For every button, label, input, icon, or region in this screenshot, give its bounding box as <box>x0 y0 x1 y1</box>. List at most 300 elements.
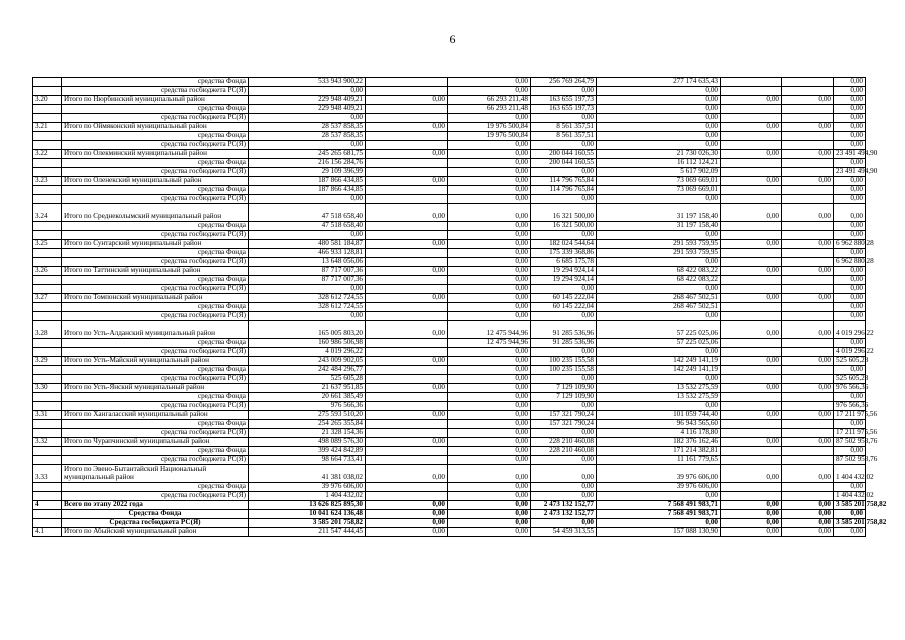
col-a-cell <box>366 168 448 177</box>
col-e-cell: 0,00 <box>721 204 782 222</box>
total-cost-cell: 0,00 <box>249 231 366 240</box>
col-d-cell: 7 568 491 983,71 <box>597 501 721 510</box>
table-row <box>33 114 866 123</box>
col-b-cell: 66 293 211,48 <box>448 105 531 114</box>
row-name-cell: средства Фонда <box>62 420 249 429</box>
table-row <box>33 411 866 420</box>
col-b-cell: 0,00 <box>448 249 531 258</box>
col-f-cell <box>782 492 834 501</box>
col-e-cell <box>721 168 782 177</box>
col-g-cell: 4 019 296,22 <box>834 321 866 339</box>
row-number-cell <box>33 510 62 519</box>
col-g-cell: 0,00 <box>834 267 866 276</box>
col-a-cell: 0,00 <box>366 123 448 132</box>
col-c-cell: 256 769 264,79 <box>531 78 597 87</box>
table-row <box>33 87 866 96</box>
col-g-cell: 0,00 <box>834 78 866 87</box>
row-number-cell: 3.29 <box>33 357 62 366</box>
col-d-cell: 291 593 759,95 <box>597 240 721 249</box>
col-a-cell <box>366 402 448 411</box>
col-f-cell: 0,00 <box>782 384 834 393</box>
col-e-cell <box>721 402 782 411</box>
col-f-cell: 0,00 <box>782 177 834 186</box>
col-b-cell: 0,00 <box>448 114 531 123</box>
col-b-cell: 0,00 <box>448 204 531 222</box>
col-g-cell: 0,00 <box>834 186 866 195</box>
col-e-cell: 0,00 <box>721 411 782 420</box>
col-b-cell: 66 293 211,48 <box>448 96 531 105</box>
table-row <box>33 204 866 222</box>
col-f-cell <box>782 303 834 312</box>
col-a-cell: 0,00 <box>366 321 448 339</box>
col-b-cell: 19 976 500,84 <box>448 123 531 132</box>
col-g-cell: 3 585 201 758,82 <box>834 519 866 528</box>
total-cost-cell: 28 537 858,35 <box>249 123 366 132</box>
col-f-cell: 0,00 <box>782 123 834 132</box>
col-a-cell <box>366 114 448 123</box>
col-c-cell: 0,00 <box>531 465 597 483</box>
col-d-cell: 0,00 <box>597 348 721 357</box>
col-d-cell: 13 532 275,59 <box>597 384 721 393</box>
col-c-cell: 163 655 197,73 <box>531 105 597 114</box>
row-name-cell: средства Фонда <box>62 132 249 141</box>
total-cost-cell: 328 612 724,55 <box>249 303 366 312</box>
col-c-cell: 8 561 357,51 <box>531 132 597 141</box>
col-g-cell: 1 404 432,02 <box>834 492 866 501</box>
row-number-cell <box>33 393 62 402</box>
col-g-cell: 0,00 <box>834 159 866 168</box>
col-e-cell: 0,00 <box>721 438 782 447</box>
col-e-cell <box>721 195 782 204</box>
col-a-cell <box>366 222 448 231</box>
col-b-cell: 0,00 <box>448 465 531 483</box>
row-name-cell: Средства Фонда <box>62 510 249 519</box>
total-cost-cell: 0,00 <box>249 114 366 123</box>
col-d-cell: 0,00 <box>597 141 721 150</box>
total-cost-cell: 399 424 842,89 <box>249 447 366 456</box>
col-c-cell: 2 473 132 152,77 <box>531 501 597 510</box>
table-row <box>33 294 866 303</box>
col-d-cell: 268 467 502,51 <box>597 303 721 312</box>
col-g-cell: 0,00 <box>834 339 866 348</box>
col-d-cell: 277 174 635,43 <box>597 78 721 87</box>
col-b-cell: 0,00 <box>448 528 531 537</box>
col-f-cell <box>782 339 834 348</box>
col-e-cell <box>721 141 782 150</box>
row-number-cell <box>33 231 62 240</box>
col-a-cell <box>366 249 448 258</box>
col-d-cell: 0,00 <box>597 258 721 267</box>
table-row <box>33 159 866 168</box>
row-number-cell: 3.21 <box>33 123 62 132</box>
total-cost-cell: 243 009 902,05 <box>249 357 366 366</box>
col-d-cell: 96 943 565,60 <box>597 420 721 429</box>
table-row <box>33 258 866 267</box>
row-number-cell: 3.31 <box>33 411 62 420</box>
col-b-cell: 0,00 <box>448 87 531 96</box>
col-d-cell: 0,00 <box>597 123 721 132</box>
col-d-cell: 73 069 669,01 <box>597 177 721 186</box>
col-e-cell: 0,00 <box>721 384 782 393</box>
table-row <box>33 195 866 204</box>
row-number-cell: 4.1 <box>33 528 62 537</box>
col-e-cell: 0,00 <box>721 177 782 186</box>
row-name-cell: Итого по Среднеколымский муниципальный район <box>62 204 249 222</box>
col-f-cell: 0,00 <box>782 501 834 510</box>
col-f-cell <box>782 276 834 285</box>
col-e-cell <box>721 87 782 96</box>
table-row <box>33 150 866 159</box>
col-b-cell: 0,00 <box>448 483 531 492</box>
col-f-cell <box>782 258 834 267</box>
total-cost-cell: 211 547 444,45 <box>249 528 366 537</box>
table-row <box>33 402 866 411</box>
row-number-cell <box>33 519 62 528</box>
total-cost-cell: 0,00 <box>249 285 366 294</box>
col-c-cell: 182 024 544,64 <box>531 240 597 249</box>
row-number-cell <box>33 114 62 123</box>
row-name-cell: Итого по Хангаласский муниципальный район <box>62 411 249 420</box>
table-row <box>33 312 866 321</box>
total-cost-cell: 525 605,28 <box>249 375 366 384</box>
total-cost-cell: 328 612 724,55 <box>249 294 366 303</box>
col-c-cell: 0,00 <box>531 402 597 411</box>
col-b-cell: 0,00 <box>448 294 531 303</box>
budget-table <box>32 77 887 537</box>
col-f-cell: 0,00 <box>782 357 834 366</box>
total-cost-cell: 165 005 803,20 <box>249 321 366 339</box>
col-c-cell: 7 129 109,90 <box>531 393 597 402</box>
col-a-cell: 0,00 <box>366 204 448 222</box>
col-f-cell <box>782 195 834 204</box>
row-number-cell: 3.20 <box>33 96 62 105</box>
col-g-cell: 0,00 <box>834 195 866 204</box>
table-row <box>33 339 866 348</box>
col-b-cell: 0,00 <box>448 258 531 267</box>
col-f-cell <box>782 483 834 492</box>
col-f-cell: 0,00 <box>782 294 834 303</box>
table-row <box>33 276 866 285</box>
col-g-cell: 525 605,28 <box>834 357 866 366</box>
col-c-cell: 2 473 132 152,77 <box>531 510 597 519</box>
col-g-cell: 17 211 975,56 <box>834 411 866 420</box>
col-a-cell <box>366 258 448 267</box>
col-g-cell: 87 502 953,76 <box>834 456 866 465</box>
col-g-cell: 0,00 <box>834 87 866 96</box>
col-g-cell: 0,00 <box>834 510 866 519</box>
col-g-cell: 23 491 494,90 <box>834 168 866 177</box>
col-b-cell: 0,00 <box>448 150 531 159</box>
col-g-cell: 0,00 <box>834 447 866 456</box>
col-g-cell: 0,00 <box>834 285 866 294</box>
col-b-cell: 0,00 <box>448 519 531 528</box>
col-e-cell <box>721 303 782 312</box>
table-row <box>33 447 866 456</box>
col-c-cell: 0,00 <box>531 483 597 492</box>
col-d-cell: 0,00 <box>597 132 721 141</box>
col-c-cell: 0,00 <box>531 87 597 96</box>
col-g-cell: 0,00 <box>834 96 866 105</box>
col-d-cell: 7 568 491 983,71 <box>597 510 721 519</box>
col-f-cell <box>782 456 834 465</box>
col-c-cell: 114 796 765,84 <box>531 177 597 186</box>
total-cost-cell: 187 866 434,85 <box>249 177 366 186</box>
row-number-cell <box>33 429 62 438</box>
table-row <box>33 483 866 492</box>
col-e-cell <box>721 222 782 231</box>
total-cost-cell: 216 156 284,76 <box>249 159 366 168</box>
col-e-cell: 0,00 <box>721 294 782 303</box>
col-e-cell <box>721 114 782 123</box>
total-cost-cell: 10 041 624 136,48 <box>249 510 366 519</box>
col-b-cell: 0,00 <box>448 177 531 186</box>
row-name-cell: средства госбюджета РС(Я) <box>62 168 249 177</box>
total-cost-cell: 28 537 858,35 <box>249 132 366 141</box>
col-g-cell: 0,00 <box>834 303 866 312</box>
row-number-cell: 3.30 <box>33 384 62 393</box>
row-name-cell: средства госбюджета РС(Я) <box>62 258 249 267</box>
col-g-cell: 4 019 296,22 <box>834 348 866 357</box>
row-name-cell: средства госбюджета РС(Я) <box>62 456 249 465</box>
col-e-cell <box>721 132 782 141</box>
col-a-cell <box>366 420 448 429</box>
row-number-cell <box>33 312 62 321</box>
col-e-cell <box>721 339 782 348</box>
col-e-cell <box>721 276 782 285</box>
col-e-cell: 0,00 <box>721 150 782 159</box>
col-a-cell <box>366 492 448 501</box>
total-cost-cell: 4 019 296,22 <box>249 348 366 357</box>
table-row <box>33 375 866 384</box>
col-e-cell: 0,00 <box>721 240 782 249</box>
col-a-cell: 0,00 <box>366 267 448 276</box>
col-a-cell <box>366 132 448 141</box>
col-d-cell: 142 249 141,19 <box>597 357 721 366</box>
col-a-cell <box>366 456 448 465</box>
col-d-cell: 0,00 <box>597 402 721 411</box>
total-cost-cell: 87 717 007,36 <box>249 276 366 285</box>
row-number-cell <box>33 375 62 384</box>
total-cost-cell: 0,00 <box>249 312 366 321</box>
row-name-cell: Итого по Абыйский муниципальный район <box>62 528 249 537</box>
col-f-cell <box>782 420 834 429</box>
col-d-cell: 0,00 <box>597 114 721 123</box>
col-d-cell: 16 112 124,21 <box>597 159 721 168</box>
table-row <box>33 510 866 519</box>
col-b-cell: 0,00 <box>448 285 531 294</box>
col-a-cell <box>366 105 448 114</box>
col-b-cell: 12 475 944,96 <box>448 321 531 339</box>
col-e-cell: 0,00 <box>721 267 782 276</box>
col-f-cell: 0,00 <box>782 510 834 519</box>
col-a-cell <box>366 429 448 438</box>
table-row <box>33 231 866 240</box>
row-name-cell: Итого по Усть-Янский муниципальный район <box>62 384 249 393</box>
col-f-cell <box>782 105 834 114</box>
col-e-cell <box>721 249 782 258</box>
col-c-cell: 91 285 536,96 <box>531 339 597 348</box>
col-d-cell: 39 976 606,00 <box>597 483 721 492</box>
row-number-cell <box>33 78 62 87</box>
row-name-cell: средства госбюджета РС(Я) <box>62 114 249 123</box>
col-g-cell: 0,00 <box>834 105 866 114</box>
table-row <box>33 285 866 294</box>
col-e-cell <box>721 186 782 195</box>
col-a-cell: 0,00 <box>366 357 448 366</box>
col-b-cell: 0,00 <box>448 168 531 177</box>
row-number-cell: 3.23 <box>33 177 62 186</box>
col-g-cell: 17 211 975,56 <box>834 429 866 438</box>
table-row <box>33 186 866 195</box>
col-f-cell <box>782 132 834 141</box>
col-a-cell <box>366 312 448 321</box>
total-cost-cell: 47 518 658,40 <box>249 222 366 231</box>
col-g-cell: 0,00 <box>834 366 866 375</box>
col-f-cell <box>782 447 834 456</box>
col-c-cell: 163 655 197,73 <box>531 96 597 105</box>
table-row <box>33 123 866 132</box>
col-a-cell: 0,00 <box>366 96 448 105</box>
col-e-cell: 0,00 <box>721 501 782 510</box>
col-f-cell: 0,00 <box>782 411 834 420</box>
col-e-cell: 0,00 <box>721 357 782 366</box>
col-e-cell <box>721 312 782 321</box>
col-c-cell: 157 321 790,24 <box>531 411 597 420</box>
col-c-cell: 200 044 160,55 <box>531 159 597 168</box>
col-e-cell <box>721 78 782 87</box>
row-number-cell <box>33 348 62 357</box>
table-row <box>33 177 866 186</box>
col-f-cell <box>782 375 834 384</box>
row-number-cell <box>33 492 62 501</box>
col-g-cell: 0,00 <box>834 294 866 303</box>
col-g-cell: 0,00 <box>834 420 866 429</box>
col-f-cell <box>782 159 834 168</box>
total-cost-cell: 466 933 128,81 <box>249 249 366 258</box>
row-name-cell: Итого по Эвено-Бытантайский Национальный муниципальный район <box>62 465 249 483</box>
col-f-cell <box>782 393 834 402</box>
col-b-cell: 0,00 <box>448 357 531 366</box>
col-g-cell: 0,00 <box>834 132 866 141</box>
col-b-cell: 0,00 <box>448 222 531 231</box>
col-b-cell: 0,00 <box>448 402 531 411</box>
col-g-cell: 6 962 880,28 <box>834 258 866 267</box>
col-c-cell: 54 459 313,55 <box>531 528 597 537</box>
col-g-cell: 976 566,36 <box>834 384 866 393</box>
col-a-cell: 0,00 <box>366 519 448 528</box>
table-row <box>33 492 866 501</box>
col-f-cell <box>782 429 834 438</box>
col-d-cell: 57 225 025,06 <box>597 321 721 339</box>
total-cost-cell: 21 328 154,36 <box>249 429 366 438</box>
col-b-cell: 0,00 <box>448 240 531 249</box>
col-c-cell: 0,00 <box>531 231 597 240</box>
col-b-cell: 0,00 <box>448 186 531 195</box>
total-cost-cell: 3 585 201 758,82 <box>249 519 366 528</box>
row-name-cell: Итого по Оленекский муниципальный район <box>62 177 249 186</box>
col-b-cell: 0,00 <box>448 411 531 420</box>
col-b-cell: 0,00 <box>448 393 531 402</box>
col-e-cell: 0,00 <box>721 519 782 528</box>
col-d-cell: 68 422 083,22 <box>597 267 721 276</box>
col-c-cell: 157 321 790,24 <box>531 420 597 429</box>
total-cost-cell: 533 943 900,22 <box>249 78 366 87</box>
row-number-cell: 3.32 <box>33 438 62 447</box>
table-row <box>33 456 866 465</box>
col-g-cell: 0,00 <box>834 393 866 402</box>
table-row <box>33 348 866 357</box>
col-a-cell: 0,00 <box>366 411 448 420</box>
col-f-cell <box>782 312 834 321</box>
row-name-cell: средства госбюджета РС(Я) <box>62 348 249 357</box>
col-c-cell: 8 561 357,51 <box>531 123 597 132</box>
col-g-cell: 0,00 <box>834 276 866 285</box>
col-b-cell: 0,00 <box>448 312 531 321</box>
col-g-cell: 0,00 <box>834 528 866 537</box>
col-a-cell <box>366 375 448 384</box>
col-d-cell: 13 532 275,59 <box>597 393 721 402</box>
col-e-cell: 0,00 <box>721 321 782 339</box>
col-c-cell: 60 145 222,04 <box>531 303 597 312</box>
col-c-cell: 19 294 924,14 <box>531 276 597 285</box>
col-a-cell <box>366 87 448 96</box>
col-b-cell: 0,00 <box>448 447 531 456</box>
col-b-cell: 0,00 <box>448 276 531 285</box>
col-e-cell <box>721 483 782 492</box>
col-d-cell: 57 225 025,06 <box>597 339 721 348</box>
col-f-cell <box>782 141 834 150</box>
page-number: 6 <box>449 32 456 46</box>
row-name-cell: Итого по Томпонский муниципальный район <box>62 294 249 303</box>
col-b-cell: 0,00 <box>448 231 531 240</box>
table-row <box>33 267 866 276</box>
col-e-cell: 0,00 <box>721 465 782 483</box>
row-name-cell: средства Фонда <box>62 393 249 402</box>
col-a-cell <box>366 285 448 294</box>
total-cost-cell: 229 948 409,21 <box>249 96 366 105</box>
row-name-cell: средства Фонда <box>62 105 249 114</box>
col-g-cell: 0,00 <box>834 141 866 150</box>
table-row <box>33 132 866 141</box>
col-g-cell: 0,00 <box>834 123 866 132</box>
col-b-cell: 0,00 <box>448 438 531 447</box>
col-e-cell <box>721 429 782 438</box>
col-e-cell <box>721 285 782 294</box>
col-b-cell: 0,00 <box>448 159 531 168</box>
col-f-cell: 0,00 <box>782 528 834 537</box>
col-g-cell: 0,00 <box>834 483 866 492</box>
col-d-cell: 0,00 <box>597 87 721 96</box>
col-f-cell: 0,00 <box>782 240 834 249</box>
total-cost-cell: 39 976 606,00 <box>249 483 366 492</box>
total-cost-cell: 254 265 355,84 <box>249 420 366 429</box>
row-name-cell: Итого по Сунтарский муниципальный район <box>62 240 249 249</box>
row-number-cell: 4 <box>33 501 62 510</box>
row-number-cell <box>33 222 62 231</box>
col-a-cell: 0,00 <box>366 150 448 159</box>
col-c-cell: 100 235 155,58 <box>531 366 597 375</box>
col-g-cell: 0,00 <box>834 222 866 231</box>
col-d-cell: 31 197 158,40 <box>597 204 721 222</box>
col-d-cell: 0,00 <box>597 231 721 240</box>
col-e-cell: 0,00 <box>721 510 782 519</box>
col-f-cell <box>782 366 834 375</box>
col-g-cell: 87 502 953,76 <box>834 438 866 447</box>
row-name-cell: Всего по этапу 2022 года <box>62 501 249 510</box>
col-g-cell: 0,00 <box>834 312 866 321</box>
col-b-cell: 0,00 <box>448 141 531 150</box>
row-number-cell <box>33 258 62 267</box>
